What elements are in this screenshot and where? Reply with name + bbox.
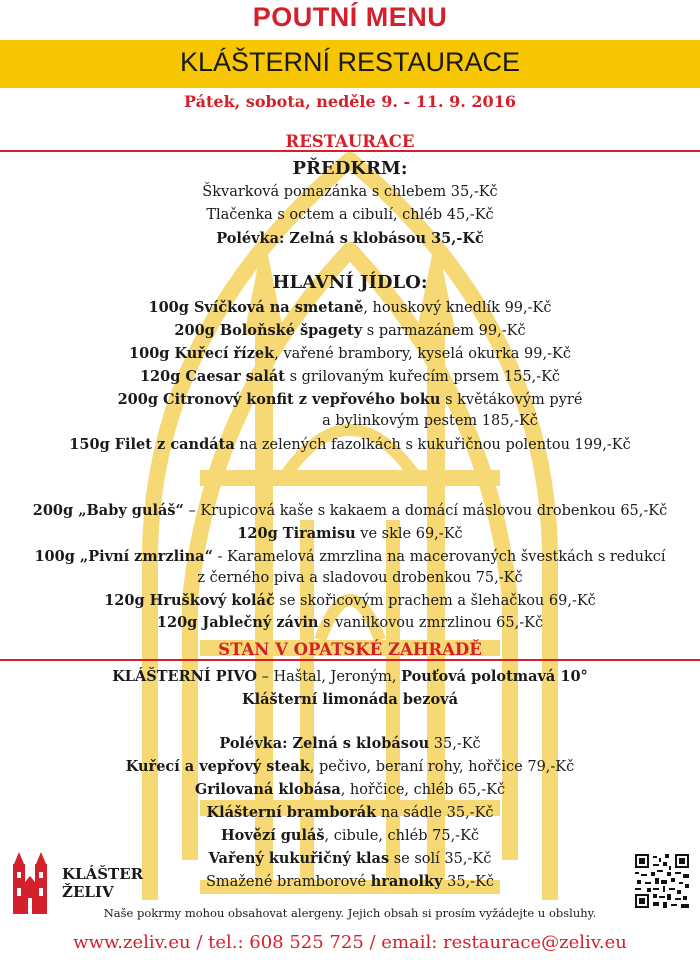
- divider-stan: [0, 659, 700, 661]
- menu-item: 200g Citronový konfit z vepřového boku s květákovým pyré: [117, 391, 583, 408]
- dessert-item-continuation: z černého piva a sladovou drobenkou 75,-Kč: [197, 570, 523, 586]
- qr-code-icon: [635, 854, 689, 908]
- stan-item: Kuřecí a vepřový steak, pečivo, beraní rohy, hořčice 79,-Kč: [125, 758, 575, 775]
- dessert-item: 200g „Baby guláš“ – Krupicová kaše s kakaem a domácí máslovou drobenkou 65,-Kč: [32, 502, 668, 519]
- dessert-item: 120g Jablečný závin s vanilkovou zmrzlinou 65,-Kč: [156, 614, 544, 631]
- predkrm-heading: PŘEDKRM:: [292, 158, 408, 179]
- dessert-item: 100g „Pivní zmrzlina“ - Karamelová zmrzlina na macerovaných švestkách s redukcí: [34, 548, 666, 565]
- menu-item: Tlačenka s octem a cibulí, chléb 45,-Kč: [206, 207, 494, 223]
- menu-item: 120g Caesar salát s grilovaným kuřecím prsem 155,-Kč: [139, 368, 561, 385]
- stan-item: Grilovaná klobása, hořčice, chléb 65,-Kč: [194, 781, 506, 798]
- menu-item: 150g Filet z candáta na zelených fazolkách s kukuřičnou polentou 199,-Kč: [69, 436, 631, 453]
- dessert-item: 120g Hruškový koláč se skořicovým prachem a šlehačkou 69,-Kč: [104, 592, 596, 609]
- stan-item: Vařený kukuřičný klas se solí 35,-Kč: [208, 850, 492, 867]
- event-dates: Pátek, sobota, neděle 9. - 11. 9. 2016: [184, 92, 516, 111]
- hlavni-heading: HLAVNÍ JÍDLO:: [272, 272, 428, 293]
- stan-item: Hovězí guláš, cibule, chléb 75,-Kč: [220, 827, 480, 844]
- allergen-note: Naše pokrmy mohou obsahovat alergeny. Jejich obsah si prosím vyžádejte u obsluhy.: [103, 906, 597, 920]
- logo-wordmark: [62, 865, 143, 901]
- contact-info: www.zeliv.eu / tel.: 608 525 725 / email: restaurace@zeliv.eu: [73, 932, 627, 953]
- section-restaurace-title: RESTAURACE: [285, 132, 415, 151]
- stan-item: Klášterní bramborák na sádle 35,-Kč: [206, 804, 494, 821]
- stan-item-fries: Smažené bramborové hranolky 35,-Kč: [205, 873, 495, 890]
- restaurant-name: KLÁŠTERNÍ RESTAURACE: [179, 47, 521, 77]
- menu-item-soup: Polévka: Zelná s klobásou 35,-Kč: [216, 230, 484, 247]
- lemonade-item: Klášterní limonáda bezová: [242, 691, 458, 708]
- monastery-logo-icon: [10, 852, 50, 914]
- section-stan-title: STAN V OPATSKÉ ZAHRADĚ: [218, 640, 482, 659]
- menu-item: Škvarková pomazánka s chlebem 35,-Kč: [202, 184, 498, 200]
- stan-item: Polévka: Zelná s klobásou 35,-Kč: [219, 735, 481, 752]
- page-title: POUTNÍ MENU: [252, 2, 448, 32]
- logo-line-1: KLÁŠTER: [62, 865, 144, 883]
- menu-item: 100g Kuřecí řízek, vařené brambory, kyselá okurka 99,-Kč: [129, 345, 571, 362]
- menu-item-continuation: a bylinkovým pestem 185,-Kč: [322, 413, 538, 429]
- menu-item: 100g Svíčková na smetaně, houskový knedlík 99,-Kč: [148, 299, 552, 316]
- dessert-item: 120g Tiramisu ve skle 69,-Kč: [237, 525, 463, 542]
- beer-item: KLÁŠTERNÍ PIVO – Haštal, Jeroným, Pouťová polotmavá 10°: [112, 668, 588, 685]
- logo-line-2: ŽELIV: [62, 883, 114, 901]
- menu-item: 200g Boloňské špagety s parmazánem 99,-Kč: [174, 322, 526, 339]
